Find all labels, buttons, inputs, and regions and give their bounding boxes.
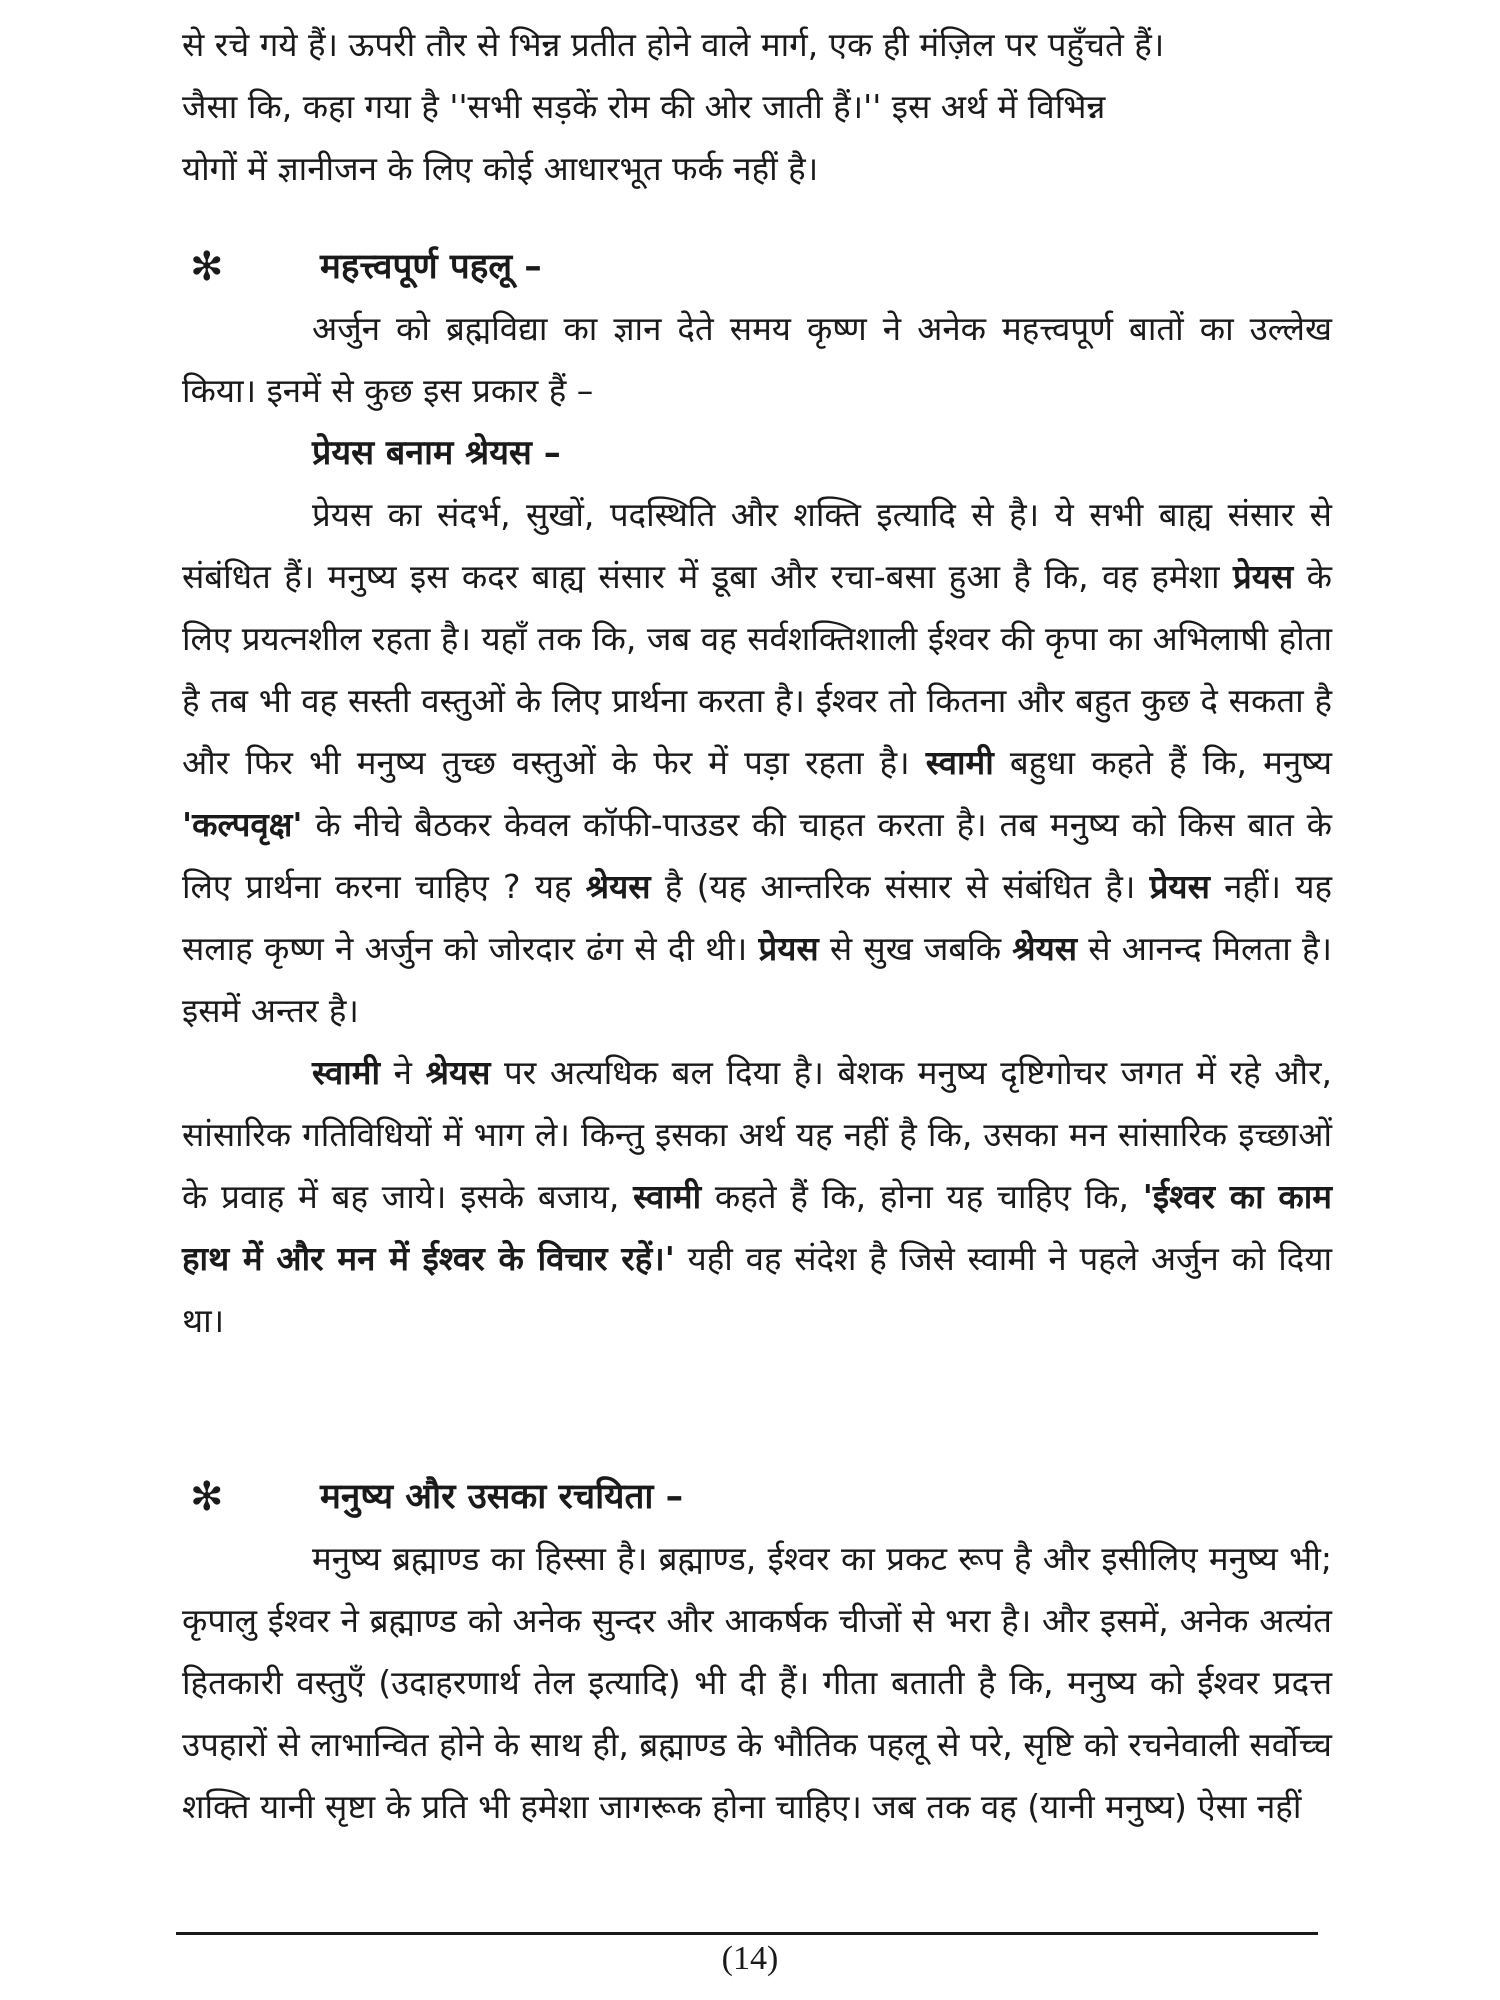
section-heading-man-and-creator <box>182 1466 1332 1528</box>
asterisk-bullet-icon: ✻ <box>190 1474 224 1520</box>
opening-paragraph <box>182 14 1332 200</box>
page-number: (14) <box>721 1940 779 1977</box>
opening-line-2: जैसा कि, कहा गया है ''सभी सड़कें रोम की ओर जाती हैं।'' इस अर्थ में विभिन्न <box>182 87 1106 126</box>
section-heading-important-aspects <box>182 236 1332 298</box>
opening-line-1: से रचे गये हैं। ऊपरी तौर से भिन्न प्रतीत होने वाले मार्ग, एक ही मंज़िल पर पहुँचते हैं। <box>182 25 1165 64</box>
asterisk-bullet-icon: ✻ <box>190 244 224 290</box>
swami-shreyas-paragraph: स्वामी ने श्रेयस पर अत्यधिक बल दिया है। बेशक मनुष्य दृष्टिगोचर जगत में रहे और, सांसारिक गतिविधियों में भाग ले। किन्तु इसका अर्थ यह नहीं है कि, उसका मन सांसारिक इच्छाओं के प्रवाह में बह जाये। इसके बजाय, स्वामी कहते हैं कि, होना यह चाहिए कि, 'ईश्वर का काम हाथ में और मन में ईश्वर के विचार रहें।' यही वह संदेश है जिसे स्वामी ने पहले अर्जुन को दिया था। <box>182 1053 1333 1340</box>
heading-text: मनुष्य और उसका रचयिता – <box>320 1477 684 1517</box>
heading-text: महत्त्वपूर्ण पहलू – <box>320 247 542 287</box>
opening-line-3: योगों में ज्ञानीजन के लिए कोई आधारभूत फर्क नहीं है। <box>182 149 819 188</box>
section-man-and-creator <box>182 1466 1332 1838</box>
preyas-paragraph: प्रेयस का संदर्भ, सुखों, पदस्थिति और शक्ति इत्यादि से है। ये सभी बाह्य संसार से संबंधित हैं। मनुष्य इस कदर बाह्य संसार में डूबा और रचा-बसा हुआ है कि, वह हमेशा प्रेयस के लिए प्रयत्नशील रहता है। यहाँ तक कि, जब वह सर्वशक्तिशाली ईश्वर की कृपा का अभिलाषी होता है तब भी वह सस्ती वस्तुओं के लिए प्रार्थना करता है। ईश्वर तो कितना और बहुत कुछ दे सकता है और फिर भी मनुष्य तुच्छ वस्तुओं के फेर में पड़ा रहता है। स्वामी बहुधा कहते हैं कि, मनुष्य 'कल्पवृक्ष' के नीचे बैठकर केवल कॉफी-पाउडर की चाहत करता है। तब मनुष्य को किस बात के लिए प्रार्थना करना चाहिए ? यह श्रेयस है (यह आन्तरिक संसार से संबंधित है। प्रेयस नहीं। यह सलाह कृष्ण ने अर्जुन को जोरदार ढंग से दी थी। प्रेयस से सुख जबकि श्रेयस से आनन्द मिलता है। इसमें अन्तर है। <box>182 495 1332 1030</box>
subheading-preyas-vs-shreyas: प्रेयस बनाम श्रेयस – <box>312 433 561 473</box>
section-intro-paragraph: अर्जुन को ब्रह्मविद्या का ज्ञान देते समय कृष्ण ने अनेक महत्त्वपूर्ण बातों का उल्लेख किया। इनमें से कुछ इस प्रकार हैं – <box>182 309 1332 410</box>
man-and-creator-paragraph: मनुष्य ब्रह्माण्ड का हिस्सा है। ब्रह्माण्ड, ईश्वर का प्रकट रूप है और इसीलिए मनुष्य भी; कृपालु ईश्वर ने ब्रह्माण्ड को अनेक सुन्दर और आकर्षक चीजों से भरा है। और इसमें, अनेक अत्यंत हितकारी वस्तुएँ (उदाहरणार्थ तेल इत्यादि) भी दी हैं। गीता बताती है कि, मनुष्य को ईश्वर प्रदत्त उपहारों से लाभान्वित होने के साथ ही, ब्रह्माण्ड के भौतिक पहलू से परे, सृष्टि को रचनेवाली सर्वोच्च शक्ति यानी सृष्टा के प्रति भी हमेशा जागरूक होना चाहिए। जब तक वह (यानी मनुष्य) ऐसा नहीं <box>182 1539 1332 1826</box>
footer-divider <box>176 1932 1318 1935</box>
section-important-aspects <box>182 236 1332 1352</box>
